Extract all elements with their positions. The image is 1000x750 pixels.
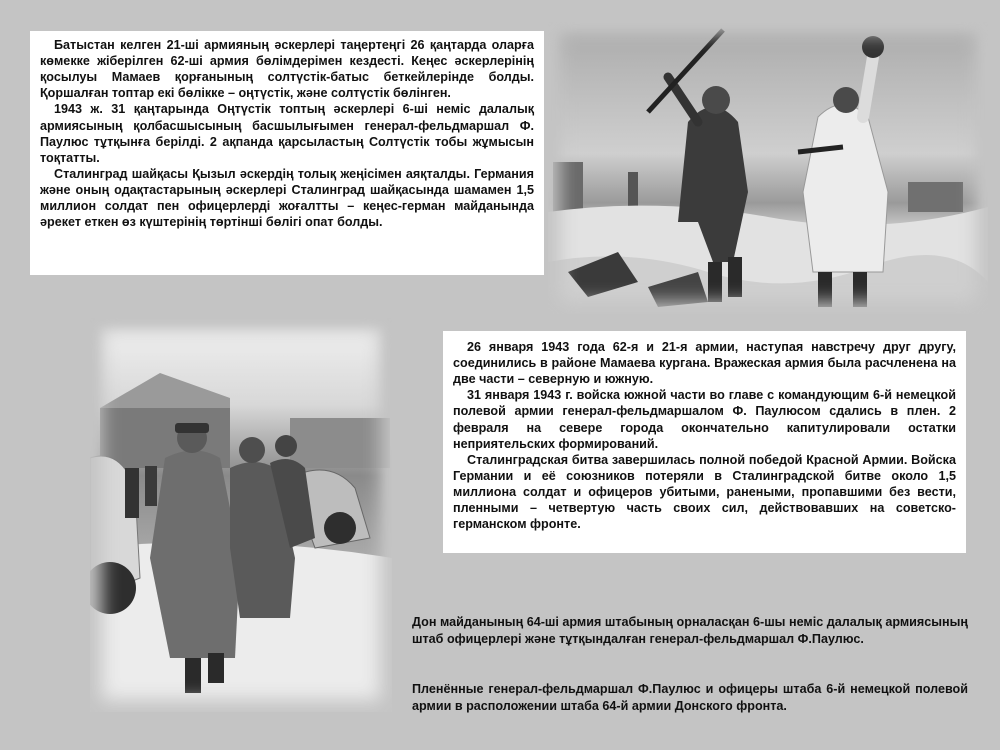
kazakh-paragraph-3: Сталинград шайқасы Қызыл әскердің толық жеңісімен аяқталды. Германия және оның одақтастарының әскерлері Сталинград шайқасында шамамен 1,5 миллион солдат пен офицерлерді жоғалтты – кеңес-герман майданында әрекет еткен өз күштерінің төртінші бөлігі опат болды. [40,166,534,230]
kazakh-text-box [30,31,544,275]
photo-paulus-captured [90,318,392,712]
caption-kazakh: Дон майданының 64-ші армия штабының орналасқан 6-шы неміс далалық армиясының штаб офицерлері және тұтқындалған генерал-фельдмаршал Ф.Паулюс. [412,615,968,646]
caption-russian: Пленённые генерал-фельдмаршал Ф.Паулюс и офицеры штаба 6-й немецкой полевой армии в расположении штаба 64-й армии Донского фронта. [412,682,968,713]
russian-paragraph-1: 26 января 1943 года 62-я и 21-я армии, наступая навстречу друг другу, соединились в районе Мамаева кургана. Вражеская армия была расчленена на две части – северную и южную. [453,340,956,387]
paulus-photo-illustration [90,318,392,712]
soldiers-photo-illustration [548,22,988,314]
photo-soldiers-celebrating [548,22,988,314]
russian-text-box [443,331,966,553]
kazakh-paragraph-1: Батыстан келген 21-ші армияның әскерлері таңертеңгі 26 қаңтарда оларға көмекке жіберілген 62-ші армия бөлімдерімен кездесті. Кеңес әскерлерінің қосылуы Мамаев қорғанының солтүстік-батыс беткейлерінде болды. Қоршалған топтар екі бөлікке – оңтүстік, және солтүстік бөлінген. [40,38,534,101]
kazakh-paragraph-2: 1943 ж. 31 қаңтарында Оңтүстік топтың әскерлері 6-ші неміс далалық армиясының қолбасшысының басшылығымен генерал-фельдмаршал Ф. Паулюс тұтқынға берілді. 2 ақпанда қарсыластың Солтүстік тобы жұмысын тоқтатты. [40,102,534,165]
russian-paragraph-3: Сталинградская битва завершилась полной победой Красной Армии. Войска Германии и её союзников потеряли в Сталинградской битве около 1,5 миллиона солдат и офицеров убитыми, ранеными, пропавшими без вести, пленными – четвертую часть своих сил, действовавших на советско-германском фронте. [453,452,956,532]
russian-paragraph-2: 31 января 1943 г. войска южной части во главе с командующим 6-й немецкой полевой армии генерал-фельдмаршалом Ф. Паулюсом сдались в плен. 2 февраля на севере города окончательно капитулировали остатки неприятельских формирований. [453,388,956,451]
